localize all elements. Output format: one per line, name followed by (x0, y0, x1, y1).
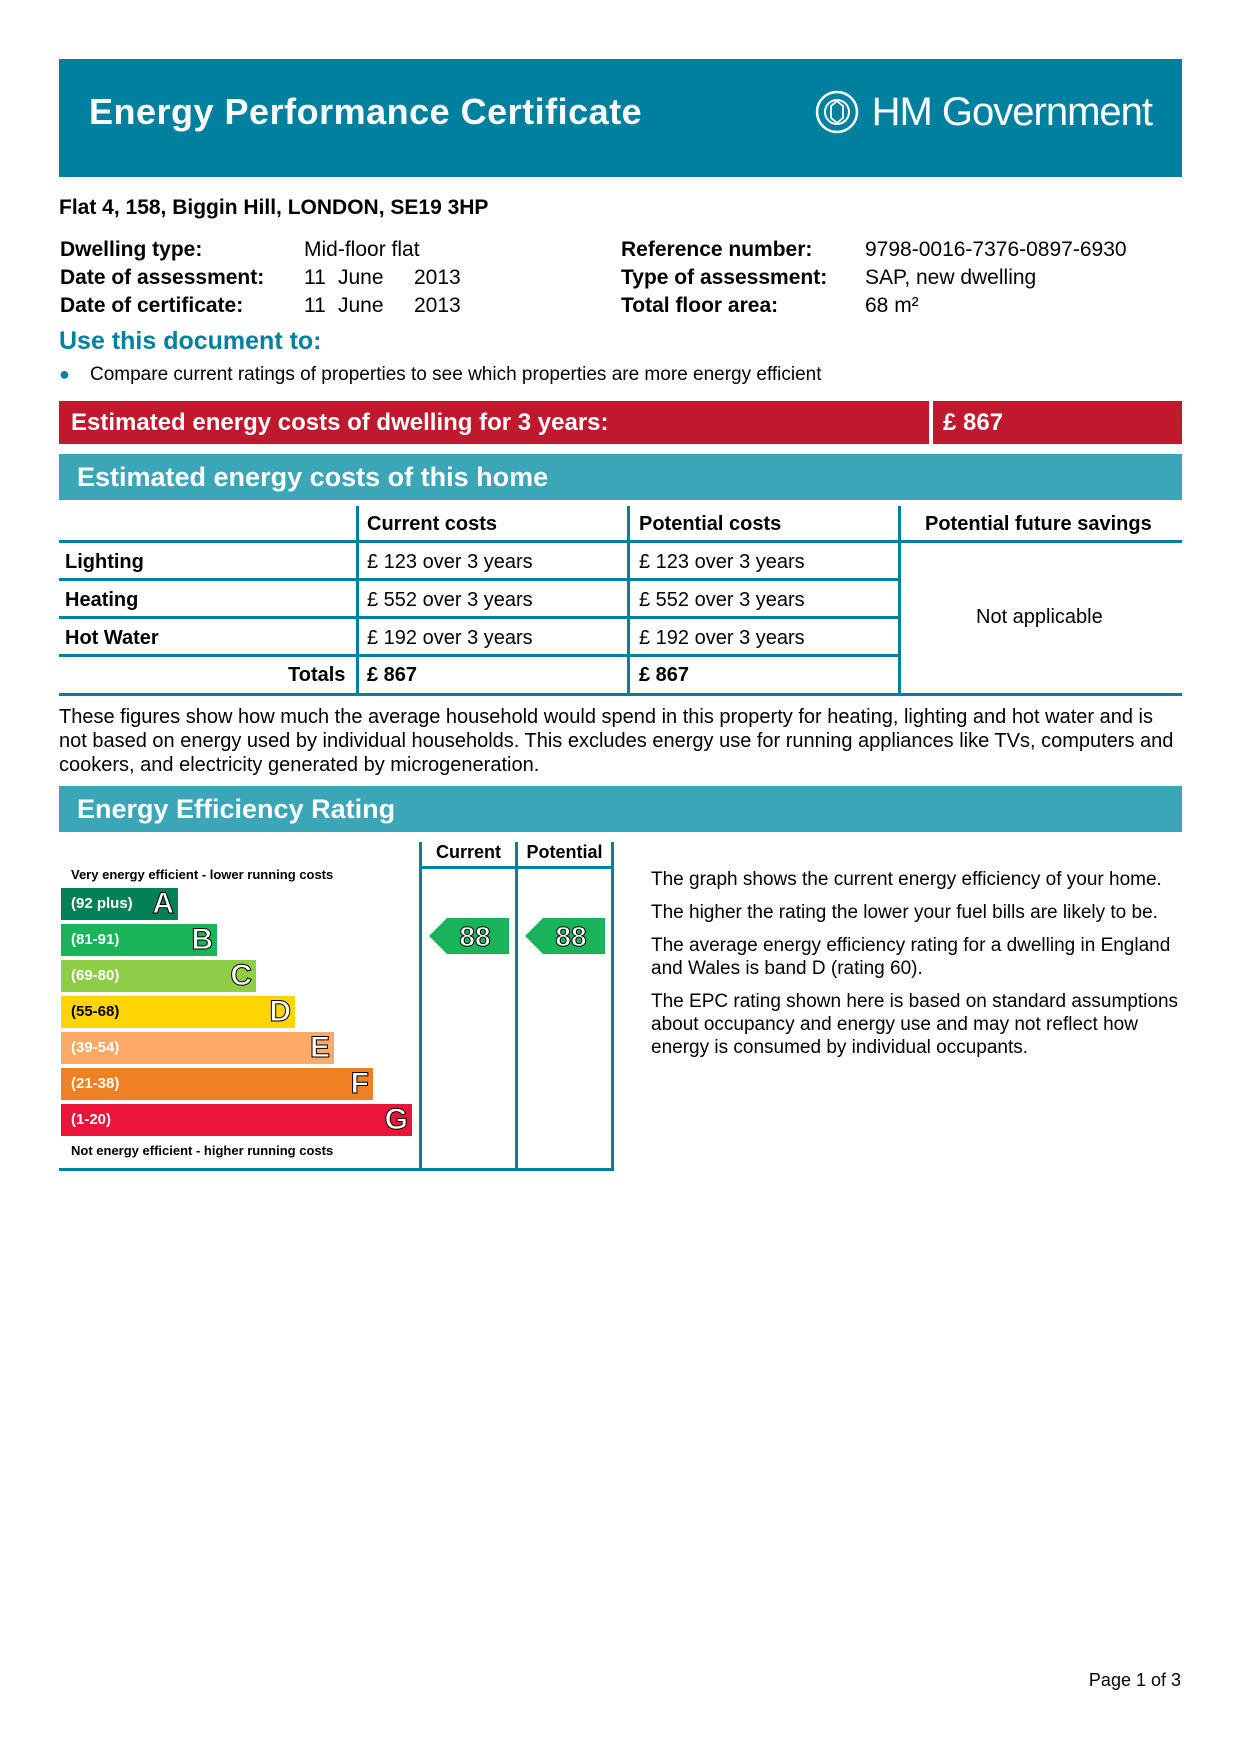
energy-rating-chart (59, 842, 619, 1178)
estimated-costs-bar-value: £ 867 (933, 401, 1182, 444)
rating-band-a (61, 888, 178, 920)
rating-info-1: The graph shows the current energy efficiency of your home. (651, 869, 1162, 890)
header-current-costs: Current costs (367, 513, 498, 535)
rating-band-d (61, 996, 295, 1028)
header-potential-costs: Potential costs (639, 513, 782, 535)
very-efficient-label: Very energy efficient - lower running costs (71, 867, 334, 882)
band-range-label: (21-38) (71, 1075, 120, 1092)
band-letter: B (191, 923, 213, 956)
reference-label: Reference number: (621, 238, 813, 261)
heating-current: £ 552 over 3 years (367, 589, 533, 611)
lighting-potential: £ 123 over 3 years (639, 551, 805, 573)
band-range-label: (1-20) (71, 1111, 112, 1128)
band-range-label: (69-80) (71, 967, 120, 984)
totals-current: £ 867 (367, 664, 418, 686)
date-assessment-value (304, 264, 461, 292)
royal-crest-icon (810, 89, 864, 135)
type-assessment-label: Type of assessment: (621, 266, 828, 289)
row-label-lighting: Lighting (65, 551, 144, 573)
type-assessment-value: SAP, new dwelling (865, 266, 1037, 289)
rating-band-b (61, 924, 217, 956)
use-document-title: Use this document to: (59, 327, 322, 355)
rating-info-2: The higher the rating the lower your fuel bills are likely to be. (651, 902, 1158, 923)
band-letter: A (152, 887, 174, 920)
certificate-title: Energy Performance Certificate (89, 91, 643, 132)
rating-info-4: The EPC rating shown here is based on standard assumptions about occupancy and energy use and may not reflect how energy is consumed by individual occupants. (651, 991, 1179, 1058)
band-letter: F (350, 1067, 369, 1100)
dwelling-type-label: Dwelling type: (60, 238, 203, 261)
current-rating-arrow (429, 918, 509, 954)
floor-area-label: Total floor area: (621, 294, 779, 317)
hot-water-potential: £ 192 over 3 years (639, 627, 805, 649)
page-number: Page 1 of 3 (1088, 1670, 1181, 1690)
costs-explanation: These figures show how much the average household would spend in this property for heating, lighting and hot water and is not based on energy used by individual households. This excludes energy use for running appliances like TVs, computers and cookers, and electricity generated by microgeneration. (59, 706, 1174, 776)
date-certificate-label: Date of certificate: (60, 294, 244, 317)
rating-band-f (61, 1068, 373, 1100)
heating-potential: £ 552 over 3 years (639, 589, 805, 611)
date-certificate-month: June (338, 294, 384, 317)
rating-info (651, 868, 1181, 1069)
band-letter: G (384, 1103, 408, 1136)
band-letter: D (269, 995, 291, 1028)
floor-area-value: 68 m² (865, 294, 919, 317)
bullet-text: Compare current ratings of properties to see which properties are more energy efficient (90, 364, 822, 385)
row-label-heating: Heating (65, 589, 139, 611)
assessment-details (621, 236, 1127, 320)
current-rating-value: 88 (459, 921, 491, 952)
costs-section-title: Estimated energy costs of this home (59, 454, 1182, 500)
totals-potential: £ 867 (639, 664, 690, 686)
header-future-savings: Potential future savings (925, 513, 1152, 535)
band-range-label: (55-68) (71, 1003, 120, 1020)
totals-label: Totals (288, 664, 346, 686)
future-savings-value: Not applicable (976, 606, 1103, 628)
date-assessment-month: June (338, 266, 384, 289)
date-assessment-day: 11 (304, 266, 326, 289)
hot-water-current: £ 192 over 3 years (367, 627, 533, 649)
col-potential-header: Potential (526, 842, 603, 862)
date-assessment-year: 2013 (414, 266, 461, 289)
band-range-label: (81-91) (71, 931, 120, 948)
rating-section-title: Energy Efficiency Rating (59, 786, 1182, 832)
hm-government-logo (810, 89, 1152, 135)
rating-band-e (61, 1032, 334, 1064)
date-certificate-year: 2013 (414, 294, 461, 317)
certificate-header (59, 59, 1182, 177)
band-range-label: (39-54) (71, 1039, 120, 1056)
band-range-label: (92 plus) (71, 895, 133, 912)
row-label-hot-water: Hot Water (65, 627, 159, 649)
rating-band-g (61, 1104, 412, 1136)
lighting-current: £ 123 over 3 years (367, 551, 533, 573)
band-letter: C (230, 959, 252, 992)
rating-info-3: The average energy efficiency rating for a dwelling in England and Wales is band D (rating 60). (651, 935, 1171, 979)
potential-rating-arrow (525, 918, 605, 954)
dwelling-type-value: Mid-floor flat (304, 238, 420, 261)
col-current-header: Current (435, 842, 501, 862)
date-assessment-label: Date of assessment: (60, 266, 265, 289)
date-certificate-value (304, 292, 461, 320)
property-address: Flat 4, 158, Biggin Hill, LONDON, SE19 3HP (59, 196, 489, 219)
hm-government-text: HM Government (871, 89, 1152, 134)
reference-value: 9798-0016-7376-0897-6930 (865, 238, 1127, 261)
bullet-icon: ● (59, 364, 70, 384)
estimated-costs-bar-label: Estimated energy costs of dwelling for 3 years: (59, 401, 929, 444)
not-efficient-label: Not energy efficient - higher running costs (71, 1143, 334, 1158)
rating-band-c (61, 960, 256, 992)
band-letter: E (309, 1031, 330, 1064)
potential-rating-value: 88 (555, 921, 587, 952)
dwelling-details (60, 236, 461, 320)
date-certificate-day: 11 (304, 294, 326, 317)
use-document-bullet (59, 364, 822, 386)
